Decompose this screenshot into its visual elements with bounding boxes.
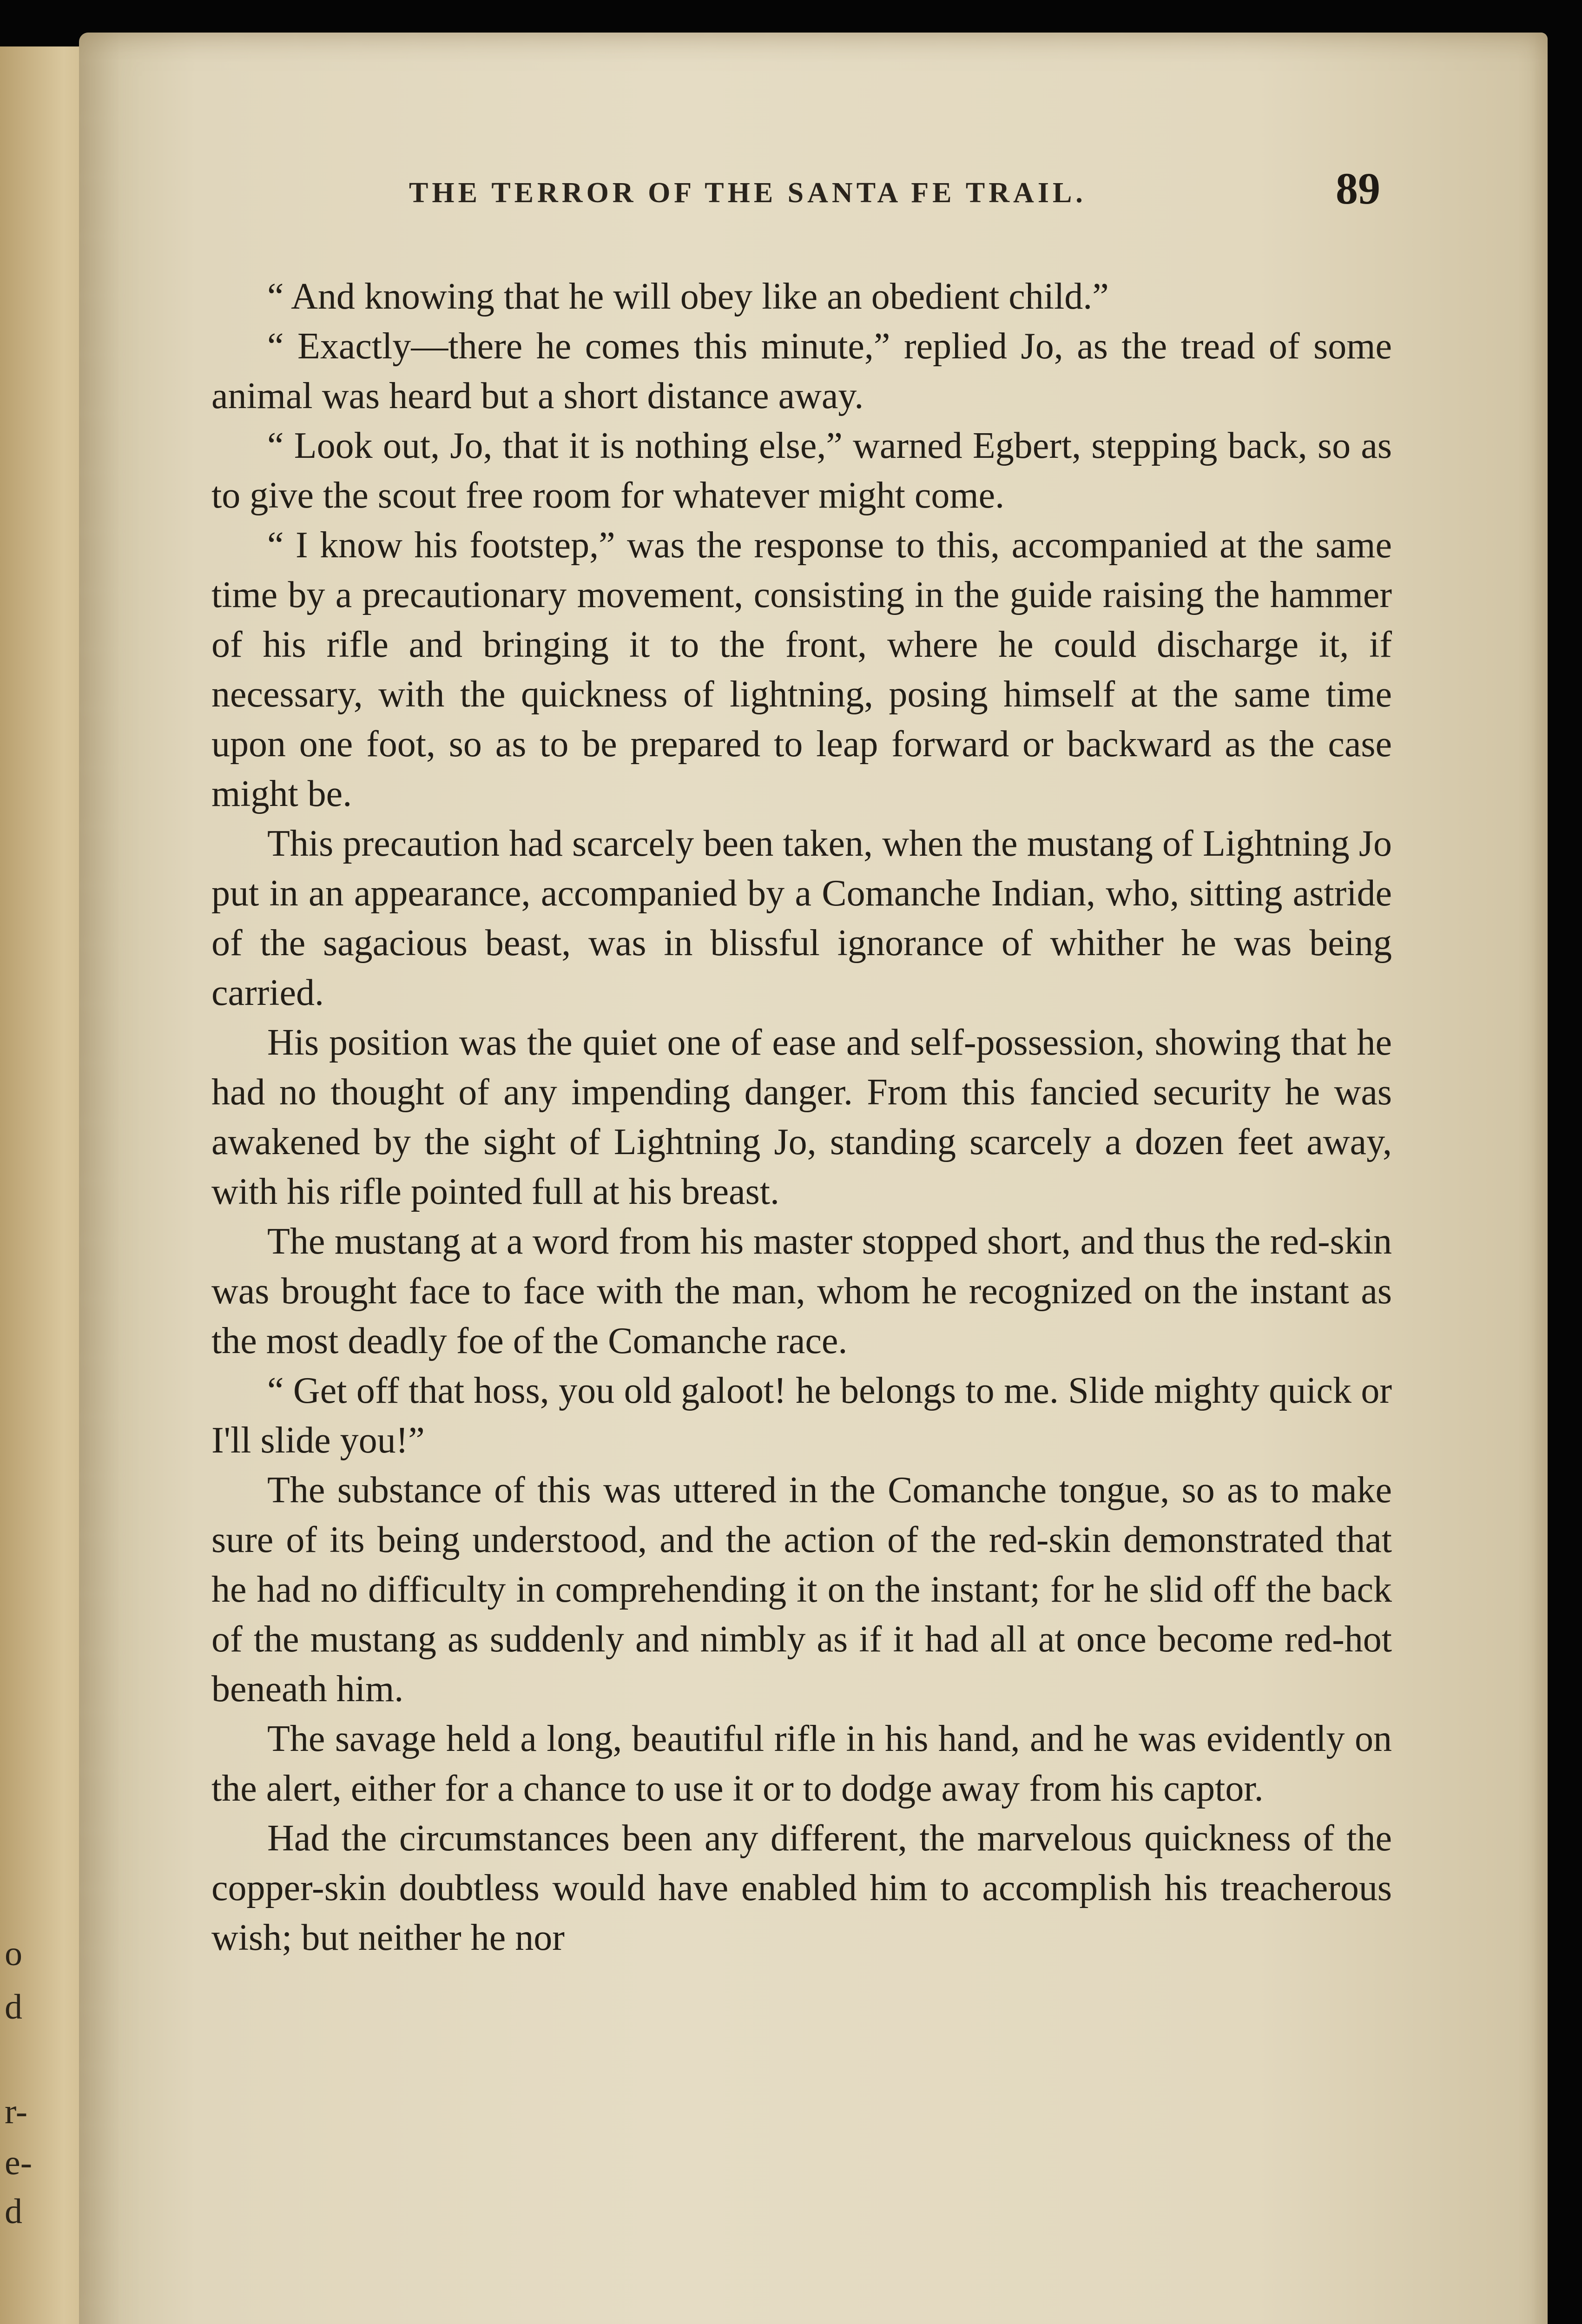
paragraph: Had the circumstances been any different, the marvelous quickness of the copper-skin doubtless would have enabled him to accomplish his treacherous wish; but neither he nor bbox=[211, 1818, 1392, 1958]
paragraph: “ And knowing that he will obey like an obedient child.” bbox=[267, 276, 1109, 317]
paragraph: “ Get off that hoss, you old galoot! he belongs to me. Slide mighty quick or I'll slide you!” bbox=[211, 1370, 1392, 1461]
paragraph: “ Look out, Jo, that it is nothing else,” warned Egbert, stepping back, so as to give the scout free room for whatever might come. bbox=[211, 425, 1392, 516]
left-page-fragment: e- bbox=[5, 2143, 33, 2182]
paragraph: “ Exactly—there he comes this minute,” replied Jo, as the tread of some animal was heard but a short distance away. bbox=[211, 326, 1392, 416]
left-page-fragment: r- bbox=[5, 2092, 28, 2131]
body-text bbox=[211, 272, 1392, 1963]
paragraph: The savage held a long, beautiful rifle in his hand, and he was evidently on the alert, either for a chance to use it or to dodge away from his captor. bbox=[211, 1718, 1392, 1809]
left-page-fragment: o bbox=[5, 1934, 22, 1973]
paragraph: His position was the quiet one of ease and self-possession, showing that he had no thought of any impending danger. From this fancied security he was awakened by the sight of Lightning Jo, standing scarcely a dozen feet away, with his rifle pointed full at his breast. bbox=[211, 1022, 1392, 1212]
paragraph: The mustang at a word from his master stopped short, and thus the red-skin was brought face to face with the man, whom he recognized on the instant as the most deadly foe of the Comanche race. bbox=[211, 1221, 1392, 1361]
left-page-fragment: d bbox=[5, 2192, 22, 2231]
paragraph: “ I know his footstep,” was the response to this, accompanied at the same time by a precautionary movement, consisting in the guide raising the hammer of his rifle and bringing it to the front, where he could discharge it, if necessary, with the quickness of lightning, posing himself at the same time upon one foot, so as to be prepared to leap forward or backward as the case might be. bbox=[211, 525, 1392, 814]
page-header bbox=[330, 158, 1380, 214]
book-page bbox=[79, 33, 1548, 2324]
paragraph: The substance of this was uttered in the Comanche tongue, so as to make sure of its being understood, and the action of the red-skin demonstrated that he had no difficulty in comprehending it on the instant; for he slid off the back of the mustang as suddenly and nimbly as if it had all at once become red-hot beneath him. bbox=[211, 1470, 1392, 1710]
paragraph: This precaution had scarcely been taken, when the mustang of Lightning Jo put in an appearance, accompanied by a Comanche Indian, who, sitting astride of the sagacious beast, was in blissful ignorance of whither he was being carried. bbox=[211, 823, 1392, 1013]
left-page-fragment: d bbox=[5, 1987, 22, 2027]
running-head: THE TERROR OF THE SANTA FE TRAIL. bbox=[409, 177, 1087, 209]
page-number: 89 bbox=[1336, 164, 1380, 213]
